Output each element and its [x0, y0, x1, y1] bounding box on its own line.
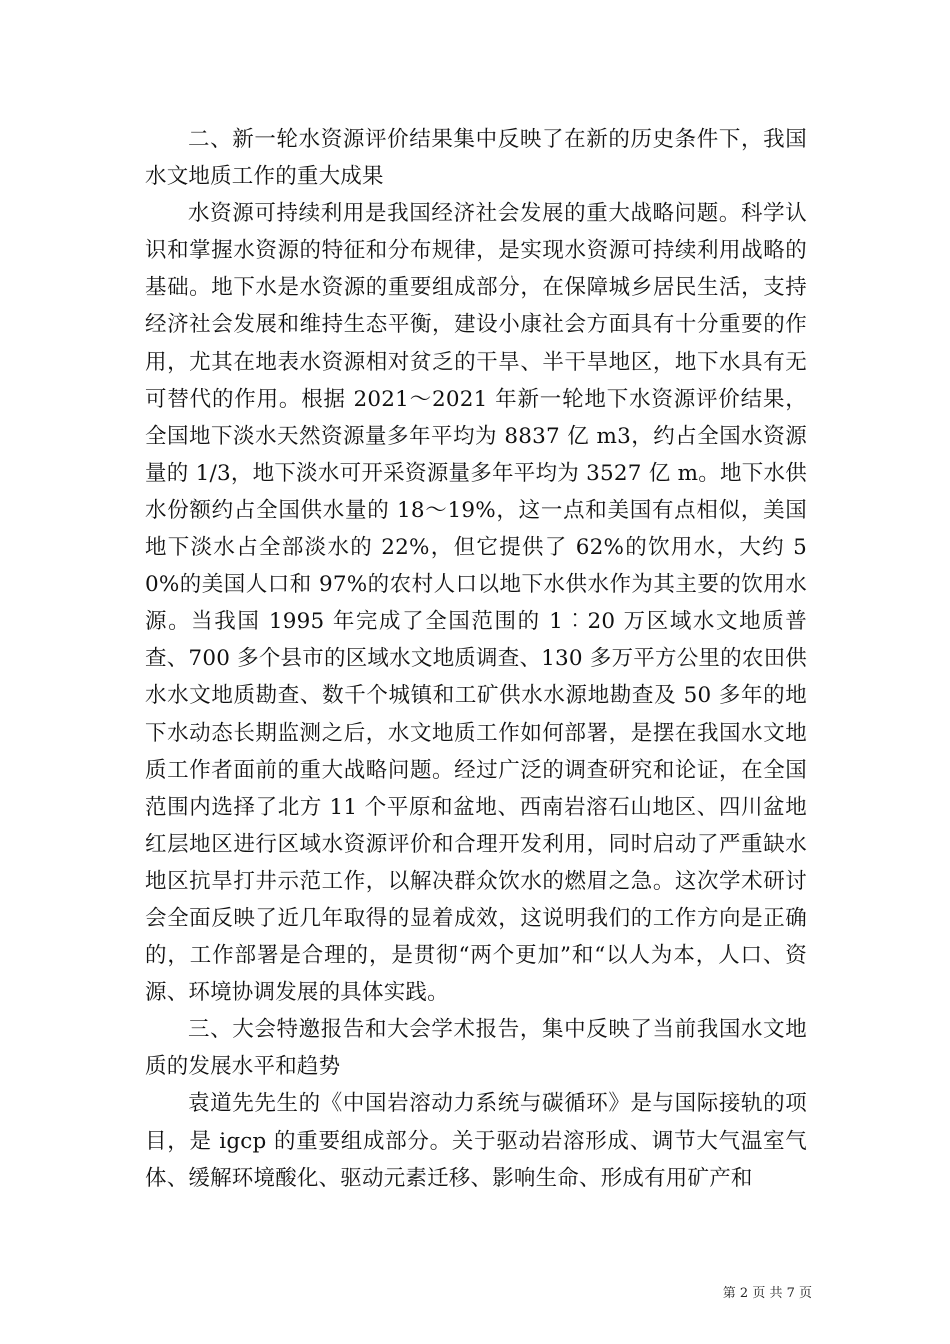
section-heading-two: 二、新一轮水资源评价结果集中反映了在新的历史条件下，我国水文地质工作的重大成果	[145, 127, 807, 190]
body-paragraph-groundwater: 水资源可持续利用是我国经济社会发展的重大战略问题。科学认识和掌握水资源的特征和分布规律，是实现水资源可持续利用战略的基础。地下水是水资源的重要组成部分，在保障城乡居民生活，支持经济社会发展和维持生态平衡，建设小康社会方面具有十分重要的作用，尤其在地表水资源相对贫乏的干旱、半干旱地区，地下水具有无可替代的作用。根据 2021～2021 年新一轮地下水资源评价结果，全国地下淡水天然资源量多年平均为 8837 亿 m3，约占全国水资源量的 1/3，地下淡水可开采资源量多年平均为 3527 亿 m。地下水供水份额约占全国供水量的 18～19%，这一点和美国有点相似，美国地下淡水占全部淡水的 22%，但它提供了 62%的饮用水，大约 50%的美国人口和 97%的农村人口以地下水供水作为其主要的饮用水源。当我国 1995 年完成了全国范围的 1︰20 万区域水文地质普查、700 多个县市的区域水文地质调查、130 多万平方公里的农田供水水文地质勘查、数千个城镇和工矿供水水源地勘查及 50 多年的地下水动态长期监测之后，水文地质工作如何部署，是摆在我国水文地质工作者面前的重大战略问题。经过广泛的调查研究和论证，在全国范围内选择了北方 11 个平原和盆地、西南岩溶石山地区、四川盆地红层地区进行区域水资源评价和合理开发利用，同时启动了严重缺水地区抗旱打井示范工作，以解决群众饮水的燃眉之急。这次学术研讨会全面反映了近几年取得的显着成效，这说明我们的工作方向是正确的，工作部署是合理的，是贯彻“两个更加”和“以人为本，人口、资源、环境协调发展的具体实践。	[145, 201, 807, 1006]
body-paragraph-karst: 袁道先先生的《中国岩溶动力系统与碳循环》是与国际接轨的项目，是 igcp 的重要组成部分。关于驱动岩溶形成、调节大气温室气体、缓解环境酸化、驱动元素迁移、影响生命、形成有用矿产和	[145, 1091, 807, 1191]
page-number-footer: 第 2 页 共 7 页	[722, 1286, 812, 1301]
document-body	[145, 121, 807, 1197]
section-heading-three: 三、大会特邀报告和大会学术报告，集中反映了当前我国水文地质的发展水平和趋势	[145, 1017, 807, 1080]
